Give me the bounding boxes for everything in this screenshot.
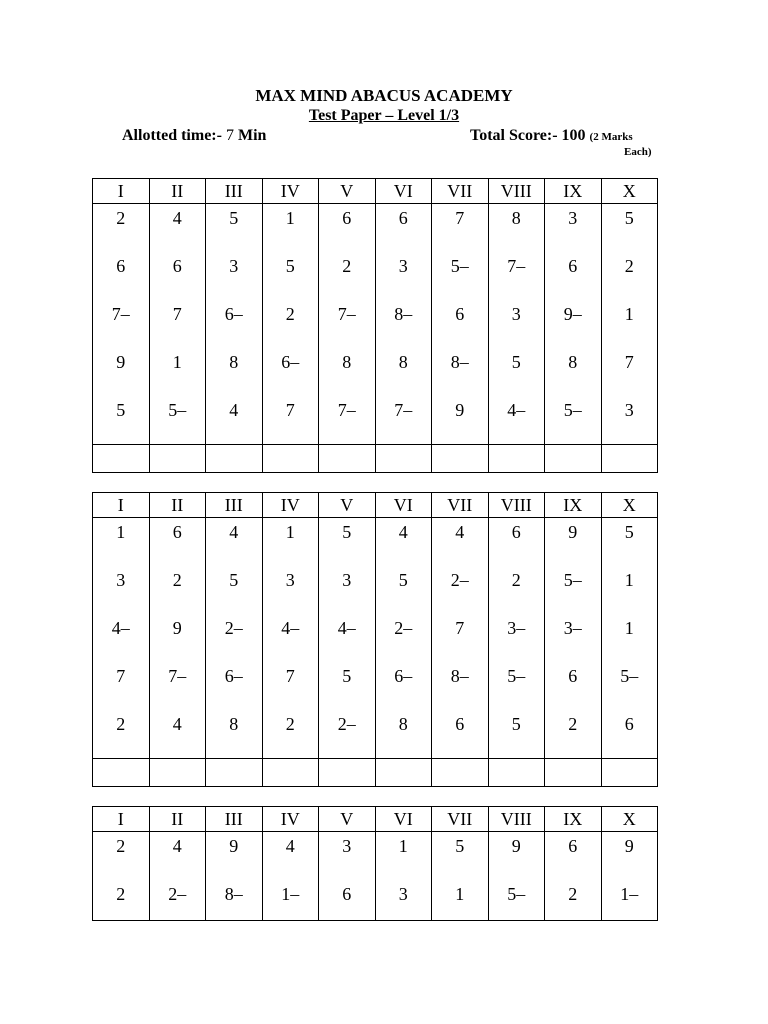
problem-number: 5: [398, 570, 408, 590]
problem-column: [319, 832, 376, 921]
problem-column: [262, 204, 319, 445]
problem-number: 7–: [168, 666, 187, 686]
column-header: I: [93, 807, 150, 832]
problem-number: 2: [172, 570, 182, 590]
problem-number: 5–: [507, 884, 526, 904]
column-header: V: [319, 807, 376, 832]
problem-number: 5–: [563, 570, 582, 590]
problem-number: 5: [511, 714, 521, 734]
column-header: III: [206, 807, 263, 832]
problem-number: 3: [342, 836, 352, 856]
problem-number: 6–: [224, 666, 243, 686]
problem-column: [375, 518, 432, 759]
problem-number: 7–: [111, 304, 130, 324]
problem-number: 8–: [450, 352, 469, 372]
answer-cell[interactable]: [601, 445, 658, 473]
problem-number: 2: [624, 256, 634, 276]
column-header: VIII: [488, 807, 545, 832]
problem-number: 5: [511, 352, 521, 372]
problem-column: [262, 518, 319, 759]
problem-number: 7: [172, 304, 182, 324]
column-header: IX: [545, 179, 602, 204]
problem-number: 8: [398, 714, 408, 734]
problem-number: 3–: [563, 618, 582, 638]
problem-number: 2: [511, 570, 521, 590]
column-header: II: [149, 493, 206, 518]
column-header: I: [93, 493, 150, 518]
problem-column: [432, 518, 489, 759]
problem-number: 2: [116, 884, 126, 904]
column-header: IX: [545, 807, 602, 832]
column-header: VII: [432, 807, 489, 832]
problem-number: 3: [398, 256, 408, 276]
problem-number: 8–: [224, 884, 243, 904]
answer-cell[interactable]: [375, 445, 432, 473]
column-header: VIII: [488, 179, 545, 204]
problem-number: 9: [568, 522, 578, 542]
problem-column: [375, 204, 432, 445]
problem-number: 2: [342, 256, 352, 276]
column-header: IV: [262, 179, 319, 204]
column-header: III: [206, 179, 263, 204]
problem-number: 2: [116, 714, 126, 734]
problem-number: 5: [229, 208, 239, 228]
column-header: VII: [432, 493, 489, 518]
problem-number: 4: [285, 836, 295, 856]
answer-cell[interactable]: [319, 445, 376, 473]
problem-number: 4–: [281, 618, 300, 638]
problem-number: 3: [229, 256, 239, 276]
answer-cell[interactable]: [545, 759, 602, 787]
problem-column: [432, 832, 489, 921]
column-header: II: [149, 179, 206, 204]
problem-number: 9–: [563, 304, 582, 324]
problem-number: 1: [624, 570, 634, 590]
problem-number: 2–: [168, 884, 187, 904]
problem-number: 4: [398, 522, 408, 542]
problem-table-1: [92, 178, 658, 473]
problem-number: 5: [285, 256, 295, 276]
problem-number: 5: [116, 400, 126, 420]
problem-number: 8–: [450, 666, 469, 686]
problem-number: 5–: [620, 666, 639, 686]
problem-column: [149, 518, 206, 759]
problem-column: [601, 832, 658, 921]
column-header: II: [149, 807, 206, 832]
problem-number: 7: [455, 208, 465, 228]
answer-cell[interactable]: [206, 759, 263, 787]
problem-number: 5–: [507, 666, 526, 686]
answer-cell[interactable]: [488, 445, 545, 473]
problem-number: 8: [229, 352, 239, 372]
problem-number: 4: [229, 400, 239, 420]
problem-column: [206, 518, 263, 759]
problem-number: 1: [172, 352, 182, 372]
problem-number: 4: [172, 208, 182, 228]
answer-cell[interactable]: [149, 759, 206, 787]
score-note: (2 Marks: [589, 131, 633, 143]
problem-column: [206, 832, 263, 921]
answer-cell[interactable]: [206, 445, 263, 473]
problem-number: 2–: [450, 570, 469, 590]
problem-number: 2–: [394, 618, 413, 638]
column-header: VII: [432, 179, 489, 204]
problem-number: 5: [624, 522, 634, 542]
problem-number: 1–: [620, 884, 639, 904]
column-header: V: [319, 179, 376, 204]
problem-column: [93, 832, 150, 921]
problem-number: 4: [172, 714, 182, 734]
answer-cell[interactable]: [93, 445, 150, 473]
column-header: IX: [545, 493, 602, 518]
problem-number: 6: [342, 884, 352, 904]
allotted-time: [122, 127, 266, 145]
problem-number: 6: [568, 666, 578, 686]
column-header-row: [93, 807, 658, 832]
allotted-time-unit: Min: [237, 127, 267, 144]
column-header: VI: [375, 807, 432, 832]
problem-number: 9: [511, 836, 521, 856]
problem-number: 6: [511, 522, 521, 542]
problem-number: 3–: [507, 618, 526, 638]
problem-number: 4–: [337, 618, 356, 638]
column-header: X: [601, 179, 658, 204]
problem-column: [488, 204, 545, 445]
problem-column: [545, 832, 602, 921]
problem-number: 2–: [224, 618, 243, 638]
answer-cell[interactable]: [319, 759, 376, 787]
problem-number: 6: [342, 208, 352, 228]
problem-number: 7: [624, 352, 634, 372]
problem-number: 1: [624, 618, 634, 638]
problem-number: 1: [624, 304, 634, 324]
allotted-time-value: 7: [225, 127, 234, 144]
problem-number: 6–: [394, 666, 413, 686]
problem-number: 7–: [507, 256, 526, 276]
problem-number: 7: [116, 666, 126, 686]
answer-cell[interactable]: [545, 445, 602, 473]
problem-column: [93, 518, 150, 759]
column-header: X: [601, 493, 658, 518]
column-header-row: [93, 179, 658, 204]
problem-number: 7–: [337, 400, 356, 420]
answer-row: [93, 445, 658, 473]
total-score: [470, 127, 633, 145]
problem-number: 7: [285, 666, 295, 686]
problem-number: 2: [116, 208, 126, 228]
problem-number: 8: [511, 208, 521, 228]
problem-column: [206, 204, 263, 445]
answer-cell[interactable]: [262, 759, 319, 787]
problem-number: 3: [116, 570, 126, 590]
column-header: I: [93, 179, 150, 204]
problem-number: 7: [455, 618, 465, 638]
column-header: VI: [375, 179, 432, 204]
problem-number: 3: [511, 304, 521, 324]
problem-number: 6: [455, 304, 465, 324]
problem-number: 5: [342, 522, 352, 542]
problem-number: 8: [229, 714, 239, 734]
problem-number: 5: [455, 836, 465, 856]
problem-number: 1: [398, 836, 408, 856]
problem-row: [93, 204, 658, 445]
problem-number: 6: [116, 256, 126, 276]
problem-column: [319, 518, 376, 759]
column-header: IV: [262, 493, 319, 518]
problem-number: 1: [116, 522, 126, 542]
problem-number: 5–: [563, 400, 582, 420]
problem-number: 6: [624, 714, 634, 734]
problem-number: 5: [624, 208, 634, 228]
problem-number: 9: [229, 836, 239, 856]
problem-number: 2: [568, 714, 578, 734]
problem-column: [262, 832, 319, 921]
problem-number: 4–: [111, 618, 130, 638]
column-header: III: [206, 493, 263, 518]
problem-number: 5–: [450, 256, 469, 276]
problem-number: 5–: [168, 400, 187, 420]
problem-number: 6: [172, 256, 182, 276]
problem-number: 4–: [507, 400, 526, 420]
problem-column: [375, 832, 432, 921]
problem-number: 6: [172, 522, 182, 542]
answer-cell[interactable]: [488, 759, 545, 787]
total-score-label: Total Score:-: [470, 127, 558, 144]
problem-number: 8: [568, 352, 578, 372]
problem-column: [488, 518, 545, 759]
problem-number: 3: [568, 208, 578, 228]
column-header: VI: [375, 493, 432, 518]
problem-row: [93, 832, 658, 921]
problem-number: 3: [624, 400, 634, 420]
problem-number: 8: [398, 352, 408, 372]
answer-cell[interactable]: [262, 445, 319, 473]
problem-number: 1: [285, 522, 295, 542]
paper-title: MAX MIND ABACUS ACADEMY: [255, 86, 513, 105]
answer-cell[interactable]: [432, 445, 489, 473]
problem-column: [601, 518, 658, 759]
allotted-time-label: Allotted time:-: [122, 127, 222, 144]
problem-number: 3: [285, 570, 295, 590]
problem-column: [93, 204, 150, 445]
problem-number: 1–: [281, 884, 300, 904]
problem-number: 2: [285, 714, 295, 734]
problem-column: [149, 832, 206, 921]
problem-column: [545, 204, 602, 445]
answer-cell[interactable]: [149, 445, 206, 473]
column-header: IV: [262, 807, 319, 832]
problem-number: 2–: [337, 714, 356, 734]
problem-number: 4: [229, 522, 239, 542]
problem-number: 6–: [224, 304, 243, 324]
problem-column: [149, 204, 206, 445]
problem-number: 9: [172, 618, 182, 638]
problem-number: 5: [229, 570, 239, 590]
total-score-value: 100: [561, 127, 586, 144]
answer-cell[interactable]: [601, 759, 658, 787]
problem-number: 6: [568, 836, 578, 856]
problem-number: 1: [455, 884, 465, 904]
problem-number: 8–: [394, 304, 413, 324]
answer-row: [93, 759, 658, 787]
problem-number: 3: [398, 884, 408, 904]
answer-cell[interactable]: [93, 759, 150, 787]
problem-column: [488, 832, 545, 921]
problem-number: 7: [285, 400, 295, 420]
problem-table-2: [92, 492, 658, 787]
problem-number: 6–: [281, 352, 300, 372]
problem-row: [93, 518, 658, 759]
problem-number: 7–: [394, 400, 413, 420]
problem-number: 9: [116, 352, 126, 372]
problem-number: 5: [342, 666, 352, 686]
problem-number: 1: [285, 208, 295, 228]
column-header: X: [601, 807, 658, 832]
problem-number: 4: [172, 836, 182, 856]
problem-column: [432, 204, 489, 445]
problem-number: 4: [455, 522, 465, 542]
problem-number: 8: [342, 352, 352, 372]
problem-column: [545, 518, 602, 759]
answer-cell[interactable]: [432, 759, 489, 787]
paper-subtitle: Test Paper – Level 1/3: [308, 107, 460, 124]
problem-number: 9: [624, 836, 634, 856]
problem-number: 2: [568, 884, 578, 904]
problem-column: [601, 204, 658, 445]
column-header: VIII: [488, 493, 545, 518]
answer-cell[interactable]: [375, 759, 432, 787]
problem-table-3: [92, 806, 658, 921]
problem-number: 2: [116, 836, 126, 856]
problem-number: 6: [455, 714, 465, 734]
problem-number: 7–: [337, 304, 356, 324]
problem-column: [319, 204, 376, 445]
problem-number: 2: [285, 304, 295, 324]
problem-number: 3: [342, 570, 352, 590]
problem-number: 9: [455, 400, 465, 420]
column-header-row: [93, 493, 658, 518]
problem-number: 6: [568, 256, 578, 276]
problem-number: 6: [398, 208, 408, 228]
column-header: V: [319, 493, 376, 518]
score-note-2: Each): [624, 146, 652, 158]
